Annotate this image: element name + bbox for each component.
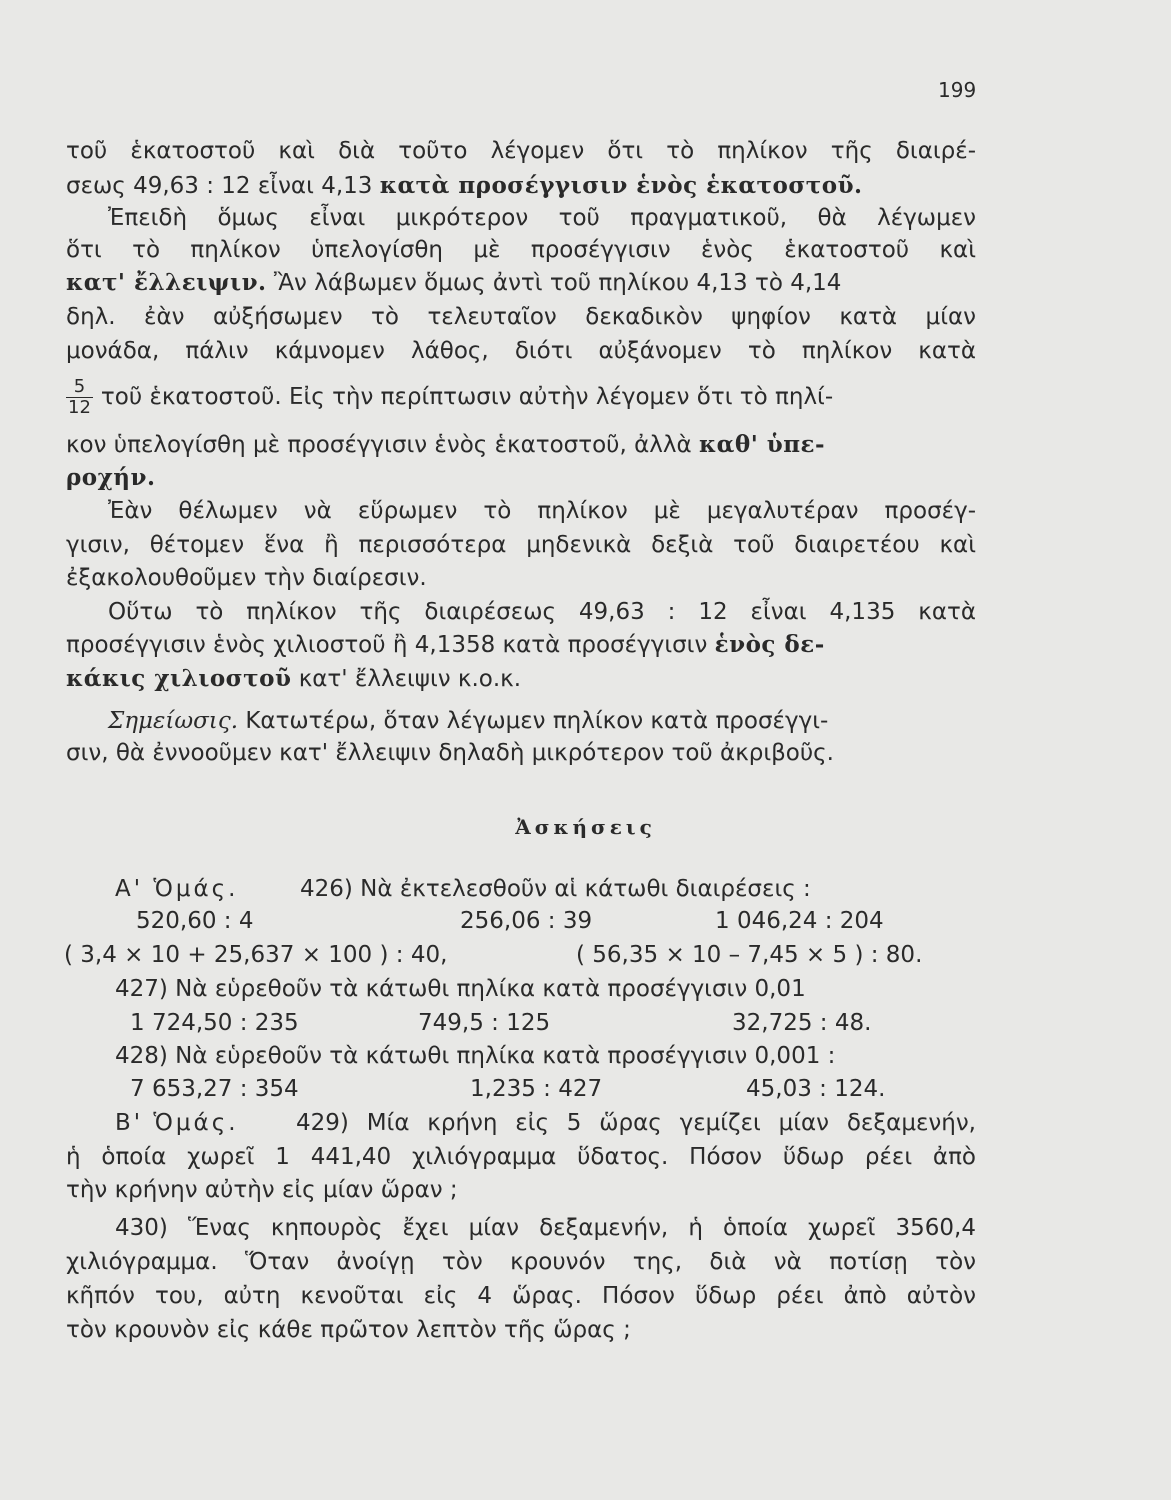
exercise-item: 1,235 : 427 [470,1076,603,1102]
exercise-item: 256,06 : 39 [460,908,593,934]
text-line: Ἐὰν θέλωμεν νὰ εὕρωμεν τὸ πηλίκον μὲ μεγαλυτέραν προσέγ- [108,498,976,524]
text-line: μονάδα, πάλιν κάμνομεν λάθος, διότι αὐξάνομεν τὸ πηλίκον κατὰ [66,338,976,364]
emphasis-text: κατ' ἔλλειψιν. [66,269,267,296]
text-line: Ἐπειδὴ ὅμως εἶναι μικρότερον τοῦ πραγματικοῦ, θὰ λέγωμεν [108,205,976,231]
group-label: Α' Ὁμάς. [115,876,239,902]
text-line: ὅτι τὸ πηλίκον ὑπελογίσθη μὲ προσέγγισιν ἑνὸς ἑκατοστοῦ καὶ [66,237,976,263]
exercises-heading: Ἀσκήσεις [515,815,656,839]
text-line [66,268,976,298]
text-span: προσέγγισιν ἑνὸς χιλιοστοῦ ἢ 4,1358 κατὰ προσέγγισιν [66,632,715,658]
emphasis-text: καθ' ὑπε- [698,431,826,458]
text-line [66,430,976,460]
text-line: χιλιόγραμμα. Ὅταν ἀνοίγῃ τὸν κρουνόν της, διὰ νὰ ποτίσῃ τὸν [66,1249,976,1275]
exercise-item: 749,5 : 125 [418,1010,551,1036]
text-line: τὸν κρουνὸν εἰς κάθε πρῶτον λεπτὸν τῆς ὥρας ; [66,1317,631,1343]
exercise-item: 45,03 : 124. [746,1076,886,1102]
text-span: τοῦ ἑκατοστοῦ. Εἰς τὴν περίπτωσιν αὐτὴν λέγομεν ὅτι τὸ πηλί- [100,384,834,410]
text-line: 430) Ἕνας κηπουρὸς ἔχει μίαν δεξαμενήν, ἡ ὁποία χωρεῖ 3560,4 [115,1215,976,1241]
emphasis-text: ἑνὸς δε- [714,631,825,658]
exercise-text: 428) Νὰ εὑρεθοῦν τὰ κάτωθι πηλίκα κατὰ προσέγγισιν 0,001 : [115,1043,836,1069]
text-span: σεως 49,63 : 12 εἶναι 4,13 [66,173,380,199]
text-line [66,377,976,418]
text-span: κατ' ἔλλειψιν κ.ο.κ. [291,666,522,692]
exercise-item: 32,725 : 48. [732,1010,872,1036]
text-span: Ἂν λάβωμεν ὅμως ἀντὶ τοῦ πηλίκου 4,13 τὸ 4,14 [266,270,842,296]
fraction-numerator: 5 [66,377,93,398]
exercise-item: 1 724,50 : 235 [130,1010,299,1036]
text-line: ροχήν. [66,464,156,491]
text-line [66,171,976,201]
text-line [66,664,976,694]
exercise-item: 7 653,27 : 354 [130,1076,299,1102]
text-line: σιν, θὰ ἐννοοῦμεν κατ' ἔλλειψιν δηλαδὴ μικρότερον τοῦ ἀκριβοῦς. [66,740,834,766]
fraction [66,377,93,418]
text-line: δηλ. ἐὰν αὐξήσωμεν τὸ τελευταῖον δεκαδικὸν ψηφίον κατὰ μίαν [66,304,976,330]
emphasis-text: κάκις χιλιοστοῦ [66,665,292,692]
text-line: Οὕτω τὸ πηλίκον τῆς διαιρέσεως 49,63 : 12 εἶναι 4,135 κατὰ [108,599,976,625]
text-span: Κατωτέρω, ὅταν λέγωμεν πηλίκον κατὰ προσέγγι- [238,708,829,734]
text-line: τὴν κρήνην αὐτὴν εἰς μίαν ὥραν ; [66,1177,458,1203]
exercise-item: ( 3,4 × 10 + 25,637 × 100 ) : 40, [64,942,448,968]
text-line: ἐξακολουθοῦμεν τὴν διαίρεσιν. [66,565,427,591]
group-label: Β' Ὁμάς. [115,1110,239,1136]
fraction-denominator: 12 [68,397,91,418]
text-span: κον ὑπελογίσθη μὲ προσέγγισιν ἑνὸς ἑκατοστοῦ, ἀλλὰ [66,432,699,458]
note-label: Σημείωσις. [108,708,239,734]
text-line: τοῦ ἑκατοστοῦ καὶ διὰ τοῦτο λέγομεν ὅτι τὸ πηλίκον τῆς διαιρέ- [66,138,976,164]
text-line: ἡ ὁποία χωρεῖ 1 441,40 χιλιόγραμμα ὕδατος. Πόσον ὕδωρ ρέει ἀπὸ [66,1144,976,1170]
exercise-item: ( 56,35 × 10 – 7,45 × 5 ) : 80. [576,942,923,968]
text-line: κῆπόν του, αὐτη κενοῦται εἰς 4 ὥρας. Πόσον ὕδωρ ρέει ἀπὸ αὐτὸν [66,1283,976,1309]
text-line [108,706,1018,736]
text-line [66,630,976,660]
exercise-text: 426) Νὰ ἐκτελεσθοῦν αἱ κάτωθι διαιρέσεις : [300,876,811,902]
exercise-text: 427) Νὰ εὑρεθοῦν τὰ κάτωθι πηλίκα κατὰ προσέγγισιν 0,01 [115,976,806,1002]
page-number: 199 [938,78,977,102]
emphasis-text: κατὰ προσέγγισιν ἑνὸς ἑκατοστοῦ. [379,172,863,199]
exercise-item: 520,60 : 4 [136,908,254,934]
exercise-text: 429) Μία κρήνη εἰς 5 ὥρας γεμίζει μίαν δεξαμενήν, [296,1110,976,1136]
text-line: γισιν, θέτομεν ἕνα ἢ περισσότερα μηδενικὰ δεξιὰ τοῦ διαιρετέου καὶ [66,532,976,558]
exercise-item: 1 046,24 : 204 [715,908,884,934]
